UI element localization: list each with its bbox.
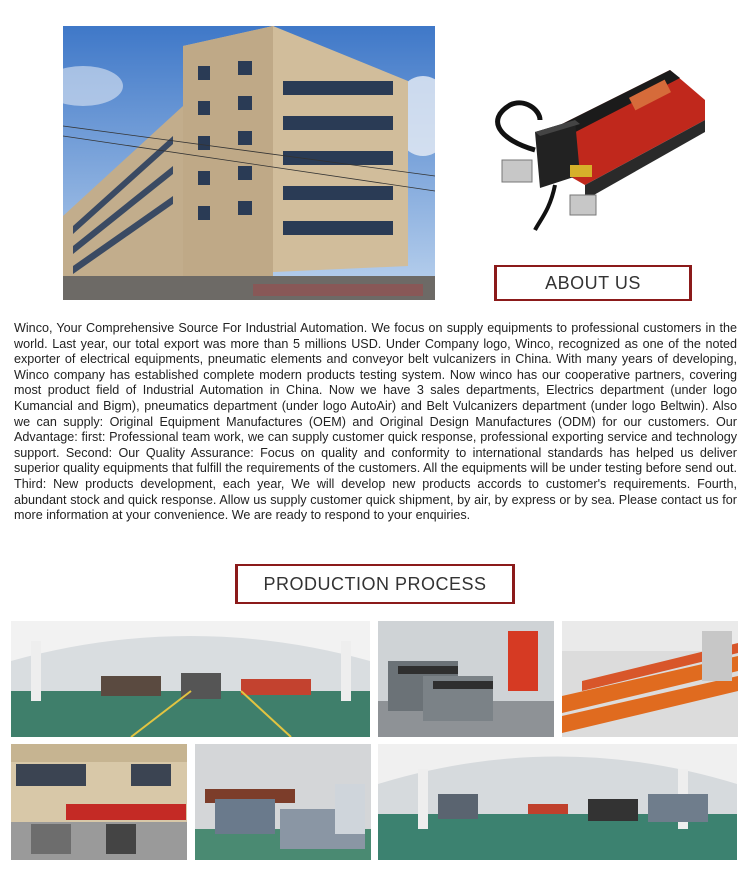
workshop-panorama-photo bbox=[11, 621, 370, 737]
production-process-title: PRODUCTION PROCESS bbox=[263, 573, 487, 594]
production-process-heading bbox=[235, 564, 515, 604]
machine-workshop-photo bbox=[195, 744, 371, 860]
company-building-photo bbox=[63, 26, 435, 300]
orange-pressure-plates-photo bbox=[562, 621, 738, 737]
factory-exterior-photo bbox=[11, 744, 187, 860]
warehouse-panorama-photo bbox=[378, 744, 737, 860]
company-intro-text: Winco, Your Comprehensive Source For Industrial Automation. We focus on supply equipments to professional customers in the world. Last year, our total export was more than 5 millions USD. Under Company logo, Winco, recognized as one of the noted exporter of electrical equipments, pneumatic elements and conveyor belt vulcanizers in China. With many years of developing, Winco company has established complete modern products testing system. Now winco has our cooperative partners, covering most product field of Industrial Automation in China. Now we have 3 sales departments, Electrics department (under logo Kumancial and Bigm), pneumatics department (under logo AutoAir) and Belt Vulcanizers department (under logo Beltwin). Also we can supply: Original Equipment Manufactures (OEM) and Original Design Manufactures (ODM) for our customers. Our Advantage: first: Professional team work, we can supply customer quick response, professional exporting service and technology support. Second: Our Quality Assurance: Focus on quality and conformity to international standards has helped us deliver superior quality equipments that fulfill the requirements of the customers. All the equipments will be under testing before send out. Third: New products development, each year, We will develop new products accords to customer's requirements. Fourth, abundant stock and quick response. Allow us supply customer quick shipment, by air, by express or by sea. Please contact us for more information at your convenience. We are ready to respond to your enquiries. bbox=[14, 321, 737, 523]
about-us-heading bbox=[494, 265, 692, 301]
belt-vulcanizer-product-photo bbox=[480, 60, 715, 240]
about-us-title: ABOUT US bbox=[545, 272, 641, 293]
vulcanizer-assembly-photo bbox=[378, 621, 554, 737]
